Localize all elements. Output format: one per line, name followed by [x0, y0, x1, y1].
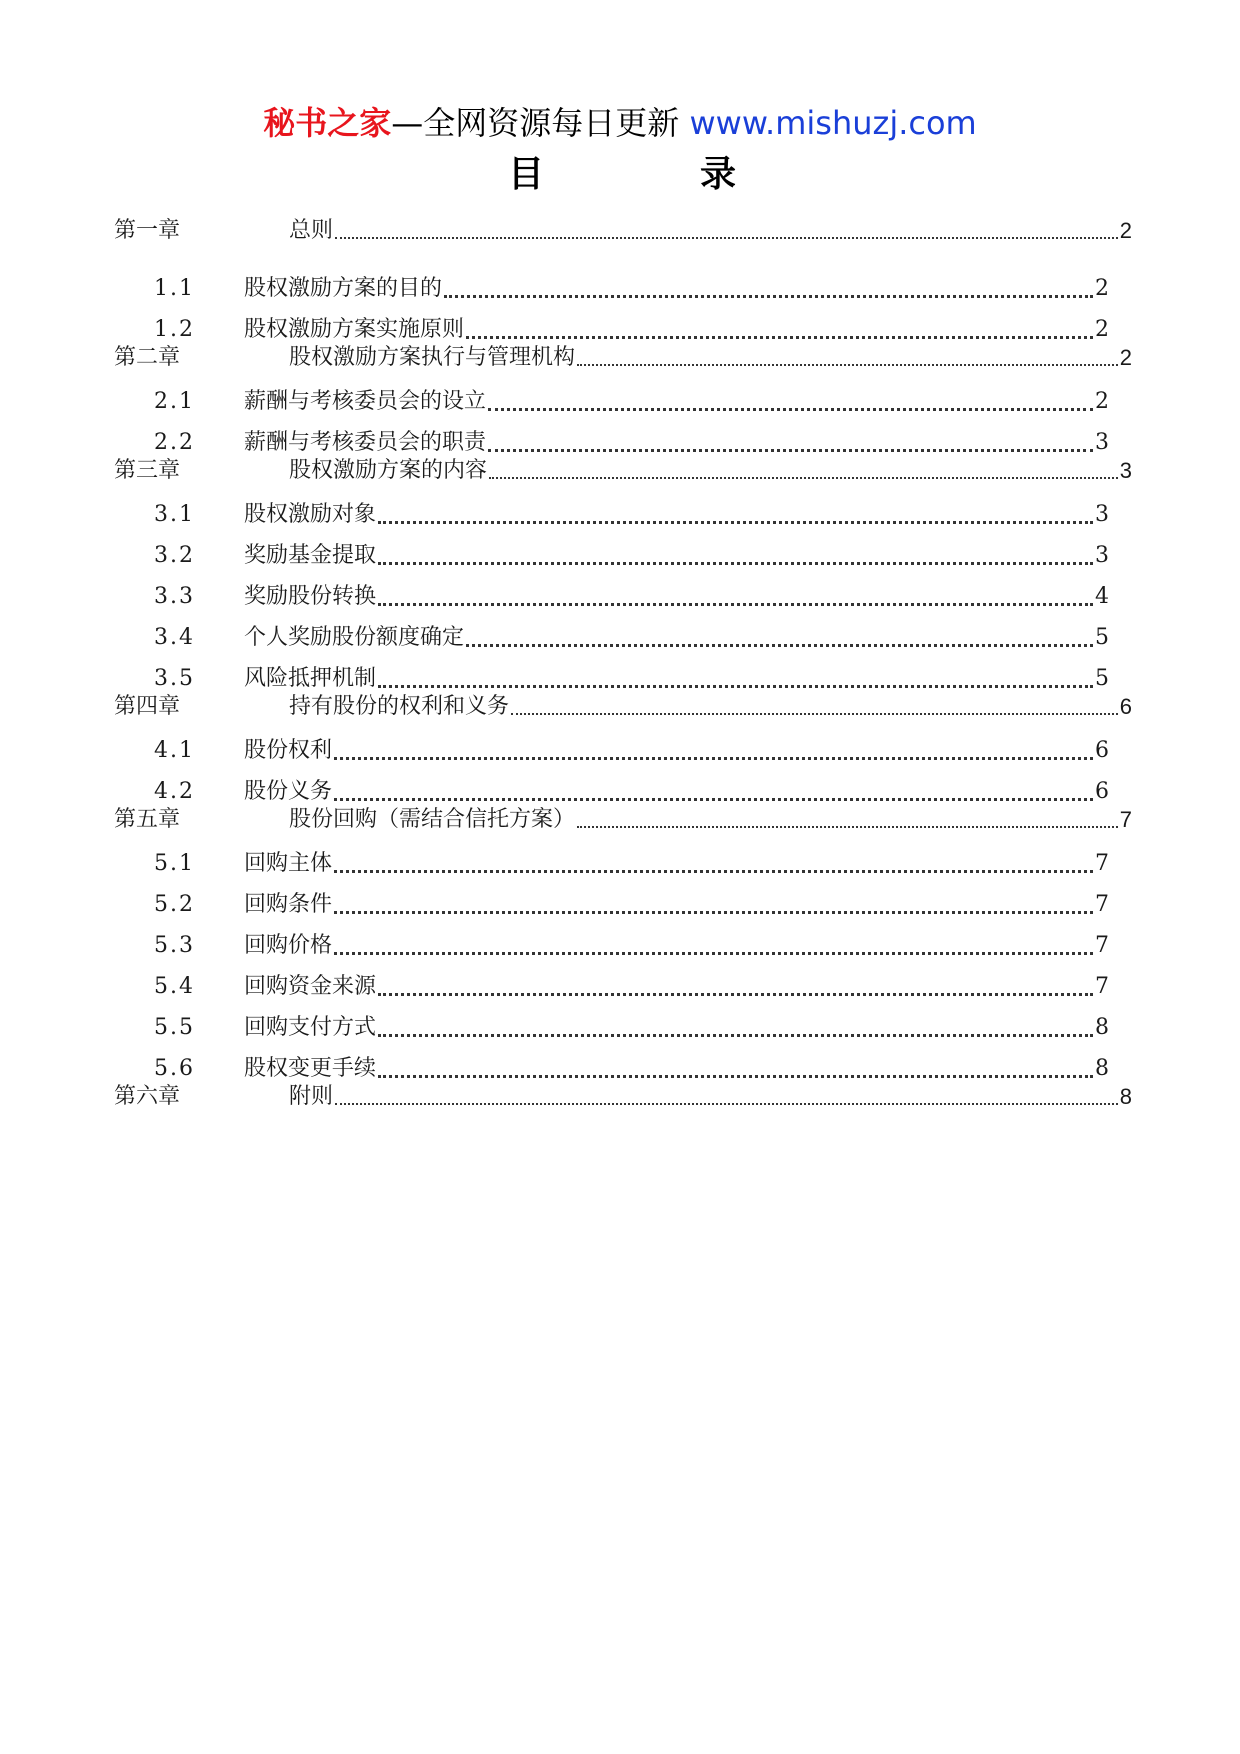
toc-section-number: 5.4 [154, 974, 195, 999]
toc-section-number: 3.3 [154, 584, 195, 609]
toc-dot-leader [444, 295, 1093, 298]
toc-section-3-4[interactable] [154, 622, 1109, 652]
toc-chapter-title: 总则 [289, 218, 334, 243]
toc-section-5-6[interactable] [154, 1053, 1109, 1083]
page-title [0, 150, 1240, 200]
toc-section-title: 奖励股份转换 [244, 584, 377, 609]
toc-section-number: 1.2 [154, 317, 195, 342]
page-title-char-1: 目 [508, 154, 545, 195]
toc-chapter-number: 第五章 [114, 807, 181, 832]
toc-page-number: 8 [1119, 1084, 1132, 1109]
toc-page-number: 3 [1095, 502, 1109, 527]
toc-section-title: 回购条件 [244, 892, 333, 917]
toc-dot-leader [378, 521, 1093, 524]
toc-dot-leader [577, 826, 1118, 828]
toc-chapter-1[interactable] [114, 215, 1132, 245]
toc-dot-leader [378, 562, 1093, 565]
toc-page-number: 2 [1095, 276, 1109, 301]
toc-section-number: 5.6 [154, 1056, 195, 1081]
toc-page-number: 7 [1095, 974, 1109, 999]
toc-section-title: 薪酬与考核委员会的职责 [244, 430, 487, 455]
page-title-char-2: 录 [700, 154, 737, 195]
toc-section-number: 2.1 [154, 389, 195, 414]
banner-url-link[interactable]: www.mishuzj.com [689, 104, 977, 142]
toc-section-title: 回购资金来源 [244, 974, 377, 999]
toc-section-title: 股权激励对象 [244, 502, 377, 527]
toc-page-number: 2 [1095, 317, 1109, 342]
toc-section-title: 风险抵押机制 [244, 666, 377, 691]
toc-page-number: 7 [1095, 851, 1109, 876]
toc-dot-leader [378, 1075, 1093, 1078]
toc-page-number: 8 [1095, 1015, 1109, 1040]
toc-page-number: 6 [1095, 738, 1109, 763]
toc-dot-leader [334, 952, 1093, 955]
toc-section-number: 3.2 [154, 543, 195, 568]
toc-page-number: 5 [1095, 666, 1109, 691]
toc-dot-leader [378, 685, 1093, 688]
toc-page-number: 4 [1095, 584, 1109, 609]
toc-section-5-2[interactable] [154, 889, 1109, 919]
toc-section-4-1[interactable] [154, 735, 1109, 765]
toc-section-number: 5.2 [154, 892, 195, 917]
toc-section-title: 薪酬与考核委员会的设立 [244, 389, 487, 414]
toc-section-title: 回购价格 [244, 933, 333, 958]
toc-section-5-4[interactable] [154, 971, 1109, 1001]
toc-dot-leader [334, 911, 1093, 914]
toc-section-5-5[interactable] [154, 1012, 1109, 1042]
toc-dot-leader [466, 336, 1093, 339]
toc-dot-leader [466, 644, 1093, 647]
toc-section-number: 1.1 [154, 276, 195, 301]
toc-dot-leader [335, 237, 1118, 239]
toc-section-3-2[interactable] [154, 540, 1109, 570]
banner-tagline: —全网资源每日更新 [391, 104, 680, 142]
toc-section-title: 个人奖励股份额度确定 [244, 625, 465, 650]
toc-dot-leader [334, 798, 1093, 801]
toc-dot-leader [378, 1034, 1093, 1037]
toc-page-number: 7 [1095, 892, 1109, 917]
toc-dot-leader [488, 408, 1093, 411]
toc-page-number: 3 [1095, 430, 1109, 455]
toc-page-number: 8 [1095, 1056, 1109, 1081]
toc-dot-leader [511, 713, 1118, 715]
banner-brand: 秘书之家 [263, 104, 392, 142]
toc-chapter-number: 第二章 [114, 345, 181, 370]
toc-section-title: 股权激励方案实施原则 [244, 317, 465, 342]
toc-section-title: 股权变更手续 [244, 1056, 377, 1081]
toc-page-number: 7 [1119, 807, 1132, 832]
toc-chapter-2[interactable] [114, 342, 1132, 372]
toc-page-number: 2 [1119, 218, 1132, 243]
toc-dot-leader [334, 870, 1093, 873]
toc-page-number: 7 [1095, 933, 1109, 958]
toc-section-number: 2.2 [154, 430, 195, 455]
toc-section-number: 3.4 [154, 625, 195, 650]
toc-section-3-5[interactable] [154, 663, 1109, 693]
site-banner [0, 103, 1240, 143]
toc-chapter-title: 股权激励方案执行与管理机构 [289, 345, 576, 370]
toc-section-4-2[interactable] [154, 776, 1109, 806]
toc-dot-leader [378, 603, 1093, 606]
toc-page-number: 6 [1095, 779, 1109, 804]
toc-chapter-title: 股权激励方案的内容 [289, 458, 488, 483]
toc-section-number: 4.1 [154, 738, 195, 763]
toc-chapter-number: 第四章 [114, 694, 181, 719]
toc-chapter-number: 第一章 [114, 218, 181, 243]
toc-dot-leader [489, 477, 1118, 479]
toc-dot-leader [577, 364, 1118, 366]
toc-section-number: 5.5 [154, 1015, 195, 1040]
toc-section-3-1[interactable] [154, 499, 1109, 529]
toc-section-title: 回购主体 [244, 851, 333, 876]
toc-chapter-title: 股份回购（需结合信托方案） [289, 807, 576, 832]
toc-section-number: 5.1 [154, 851, 195, 876]
toc-section-number: 5.3 [154, 933, 195, 958]
toc-page-number: 6 [1119, 694, 1132, 719]
toc-section-2-2[interactable] [154, 427, 1109, 457]
toc-section-title: 股份权利 [244, 738, 333, 763]
toc-chapter-number: 第三章 [114, 458, 181, 483]
toc-section-1-1[interactable] [154, 273, 1109, 303]
toc-section-5-1[interactable] [154, 848, 1109, 878]
toc-section-number: 4.2 [154, 779, 195, 804]
toc-section-title: 奖励基金提取 [244, 543, 377, 568]
toc-page-number: 2 [1095, 389, 1109, 414]
toc-page-number: 3 [1095, 543, 1109, 568]
toc-chapter-3[interactable] [114, 455, 1132, 485]
toc-chapter-5[interactable] [114, 804, 1132, 834]
toc-chapter-4[interactable] [114, 691, 1132, 721]
toc-dot-leader [334, 757, 1093, 760]
toc-page-number: 2 [1119, 345, 1132, 370]
toc-chapter-number: 第六章 [114, 1084, 181, 1109]
toc-page-number: 5 [1095, 625, 1109, 650]
toc-section-5-3[interactable] [154, 930, 1109, 960]
toc-section-number: 3.1 [154, 502, 195, 527]
toc-chapter-title: 附则 [289, 1084, 334, 1109]
toc-section-3-3[interactable] [154, 581, 1109, 611]
toc-section-title: 股份义务 [244, 779, 333, 804]
toc-section-title: 股权激励方案的目的 [244, 276, 443, 301]
toc-section-number: 3.5 [154, 666, 195, 691]
toc-page-number: 3 [1119, 458, 1132, 483]
toc-chapter-6[interactable] [114, 1081, 1132, 1111]
toc-section-1-2[interactable] [154, 314, 1109, 344]
toc-section-2-1[interactable] [154, 386, 1109, 416]
toc-dot-leader [378, 993, 1093, 996]
toc-dot-leader [335, 1103, 1118, 1105]
toc-dot-leader [488, 449, 1093, 452]
toc-section-title: 回购支付方式 [244, 1015, 377, 1040]
toc-chapter-title: 持有股份的权利和义务 [289, 694, 510, 719]
